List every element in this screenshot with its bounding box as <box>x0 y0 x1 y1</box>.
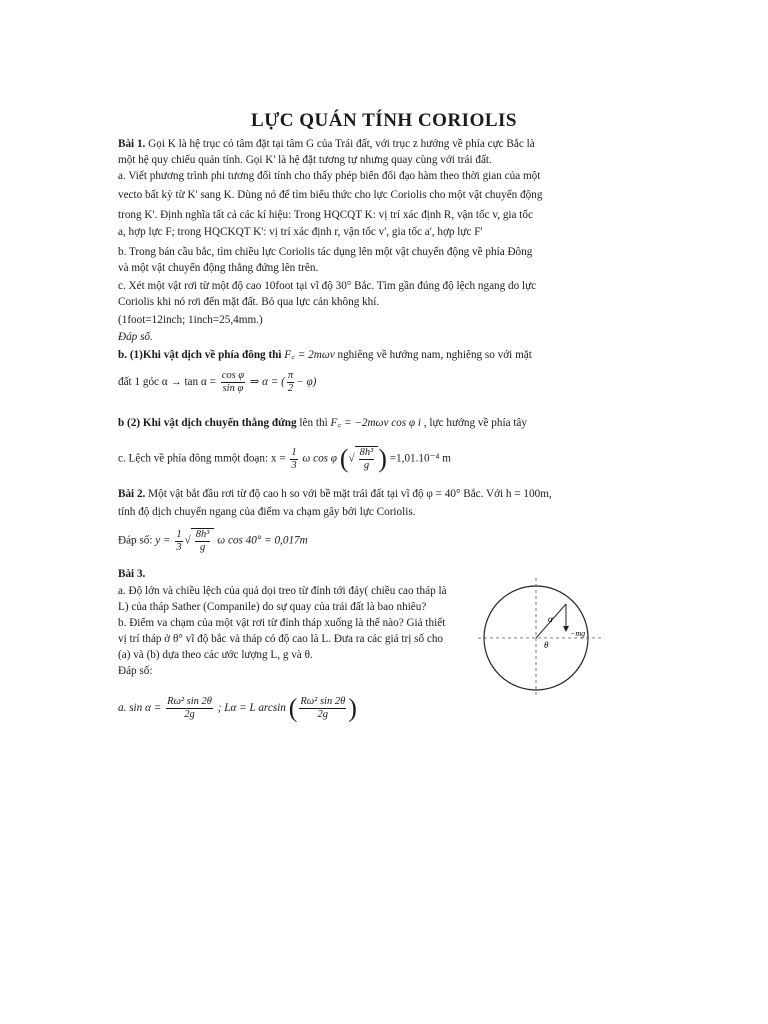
bai1-line-6: a, hợp lực F; trong HQCKQT K': vị trí xác định r, vận tốc v', gia tốc a', hợp lực F' <box>118 226 483 238</box>
bai2-text-1: Một vật bắt đầu rơi từ độ cao h so với bề mặt trái đất tại vĩ độ φ = 40° Bắc. Với h = 100m, <box>148 488 552 500</box>
bai3-a-fraction-2 <box>299 696 346 721</box>
bai1-b1-frac-num: cos φ <box>221 370 245 381</box>
bai2-frac-num: 1 <box>176 528 182 540</box>
bai2-answer: Đáp số: y = $\frac{1}{3}$ √ $\frac{\text{8h³}}{g}$ ω cos 40° = 0,017m <box>118 528 308 553</box>
bai1-c-paren-close: ) <box>378 444 387 473</box>
bai2-sqrt <box>191 528 215 554</box>
bai1-line-3: a. Viết phương trình phi tương đối tính cho thấy phép biến đổi đạo hàm theo thời gian của một <box>118 170 541 182</box>
bai3-paren-close: ) <box>348 693 357 723</box>
bai2-y-eq: y = <box>155 534 171 547</box>
bai2-frac-den: 3 <box>176 541 182 553</box>
bai3-answer <box>118 693 588 723</box>
bai2-sqrt-den: g <box>200 542 206 553</box>
bai1-c-pre: c. Lệch về phía đông mmột đoạn: x = <box>118 452 286 465</box>
bai1-b1-formula: F꜀ = 2mωv <box>284 349 335 361</box>
earth-diagram <box>478 578 604 698</box>
bai2-sqrt-num: 8h³ <box>195 529 210 540</box>
bai3-a-pre: a. sin α = <box>118 702 162 715</box>
bai3-paren-open: ( <box>288 693 298 723</box>
bai2-sqrt-frac <box>195 529 211 554</box>
bai1-label: Bài 1. <box>118 138 146 150</box>
bai1-line-9: c. Xét một vật rơi từ một độ cao 10foot tại vĩ độ 30° Bắc. Tìm gần đúng độ lệch ngang do lực <box>118 280 537 292</box>
bai1-line-1 <box>118 136 588 152</box>
bai1-b2-mid: lên thì <box>299 417 328 429</box>
bai1-c-fraction <box>290 447 297 472</box>
bai3-a-num: Rω² sin 2θ <box>167 696 212 707</box>
bai2-dap-so: Đáp số: <box>118 534 153 547</box>
bai1-b2-formula: F꜀ = −2mωv cos φ i <box>330 417 422 429</box>
bai3-a-num2: Rω² sin 2θ <box>300 696 346 707</box>
bai2-label: Bài 2. <box>118 488 146 500</box>
bai3-line-4: vị trí tháp ở θ° vĩ độ bắc và tháp có độ cao là L. Đưa ra các giá trị số cho <box>118 633 444 645</box>
bai1-line-10: Coriolis khi nó rơi đến mặt đất. Bỏ qua lực cản không khí. <box>118 296 380 308</box>
bai1-text-1: Gọi K là hệ trục có tâm đặt tại tâm G của Trái đất, với trục z hướng về phía cực Bắc là <box>148 138 535 150</box>
bai1-c-frac-num: 1 <box>291 446 297 458</box>
bai1-c-sqrt-num: 8h³ <box>359 447 374 458</box>
fig-theta-label: θ <box>544 640 549 650</box>
bai1-dap-so: Đáp số. <box>118 331 153 343</box>
bai1-line-4: vecto bất kỳ từ K' sang K. Dùng nó để tìm biểu thức cho lực Coriolis cho một vật chuyển động <box>118 189 543 201</box>
bai1-b2-bold: b (2) Khi vật dịch chuyển thẳng đứng <box>118 417 297 429</box>
bai2-line-2: tính độ dịch chuyển ngang của điểm va chạm gây bởi lực Coriolis. <box>118 506 416 518</box>
bai1-b1-pi-fraction <box>287 370 294 395</box>
bai1-line-11: (1foot=12inch; 1inch=25,4mm.) <box>118 314 263 326</box>
bai1-b1-pi-den: 2 <box>287 383 294 394</box>
bai1-line-2: một hệ quy chiếu quán tính. Gọi K' là hệ đặt tương tự nhưng quay cùng với trái đất. <box>118 154 492 166</box>
bai1-b1-frac-den: sin φ <box>222 383 244 394</box>
bai3-line-5: (a) và (b) dựa theo các ước lượng L, g và θ. <box>118 649 313 661</box>
bai1-b1-line2-pre: đất 1 góc α → tan α = <box>118 376 216 389</box>
bai1-b1-line2-end: − φ) <box>296 376 317 389</box>
bai3-label: Bài 3. <box>118 568 146 580</box>
bai1-b1-bold: b. (1)Khi vật dịch về phía đông thì <box>118 349 282 361</box>
bai2-fraction <box>175 529 182 554</box>
bai1-line-5: trong K'. Định nghĩa tất cả các kí hiệu: Trong HQCQT K: vị trí xác định R, vận tốc v, gia tốc <box>118 209 533 221</box>
bai3-a-den: 2g <box>184 709 195 720</box>
bai1-c-result: =1,01.10⁻⁴ m <box>389 452 451 465</box>
bai1-line-7: b. Trong bán cầu bắc, tìm chiều lực Coriolis tác dụng lên một vật chuyển động về phía Đông <box>118 246 533 258</box>
bai1-b2-line <box>118 415 588 431</box>
bai1-b1-line <box>118 347 588 363</box>
page-title: LỰC QUÁN TÍNH CORIOLIS <box>251 110 517 131</box>
bai3-line-2: L) của tháp Sather (Companile) do sự quay của trái đất là bao nhiêu? <box>118 601 427 613</box>
bai1-line-8: và một vật chuyển động thẳng đứng lên trên. <box>118 262 319 274</box>
bai1-c-sqrt-den: g <box>363 460 370 471</box>
bai3-a-fraction <box>166 696 213 721</box>
bai3-a-mid: ; Lα = L arcsin <box>217 702 286 715</box>
bai2-tail: ω cos 40° = 0,017m <box>217 534 308 547</box>
bai3-a-den2: 2g <box>317 709 329 720</box>
bai1-b1-fraction <box>221 370 245 395</box>
fig-mg-label: −mg <box>570 629 586 638</box>
bai3-dap-so: Đáp số: <box>118 665 153 677</box>
gravity-arrowhead <box>563 626 569 632</box>
bai1-b2-rest: , lực hướng về phía tây <box>423 417 527 429</box>
bai1-b1-pi-num: π <box>287 370 294 381</box>
bai2-line-1 <box>118 486 588 502</box>
bai1-b1-line2-post: ⇒ α = ( <box>249 376 285 389</box>
bai1-c-line: c. Lệch về phía đông mmột đoạn: x = $\frac{1}{3}$ ω cos φ (√ $\frac{\text{8h³}}{g}$ ) =1,01.10⁻⁴ m <box>118 444 451 473</box>
bai3-line-3: b. Điểm va chạm của một vật rơi từ đỉnh tháp xuống là thế nào? Giả thiết <box>118 617 446 629</box>
bai1-b1-rest: nghiêng về hướng nam, nghiêng so với mặt <box>337 349 532 361</box>
bai1-c-omega: ω cos φ <box>302 452 338 465</box>
bai1-c-paren-open: ( <box>339 444 349 473</box>
bai3-text <box>118 583 478 679</box>
fig-alpha-label: α <box>548 614 553 624</box>
bai1-b1-line2 <box>118 370 588 395</box>
bai1-c-frac-den: 3 <box>291 459 297 471</box>
bai3-line-1: a. Độ lớn và chiều lệch của quả dọi treo từ đỉnh tới đáy( chiều cao tháp là <box>118 585 447 597</box>
bai1-c-sqrt-frac <box>359 447 375 472</box>
bai1-c-sqrt <box>355 446 379 472</box>
